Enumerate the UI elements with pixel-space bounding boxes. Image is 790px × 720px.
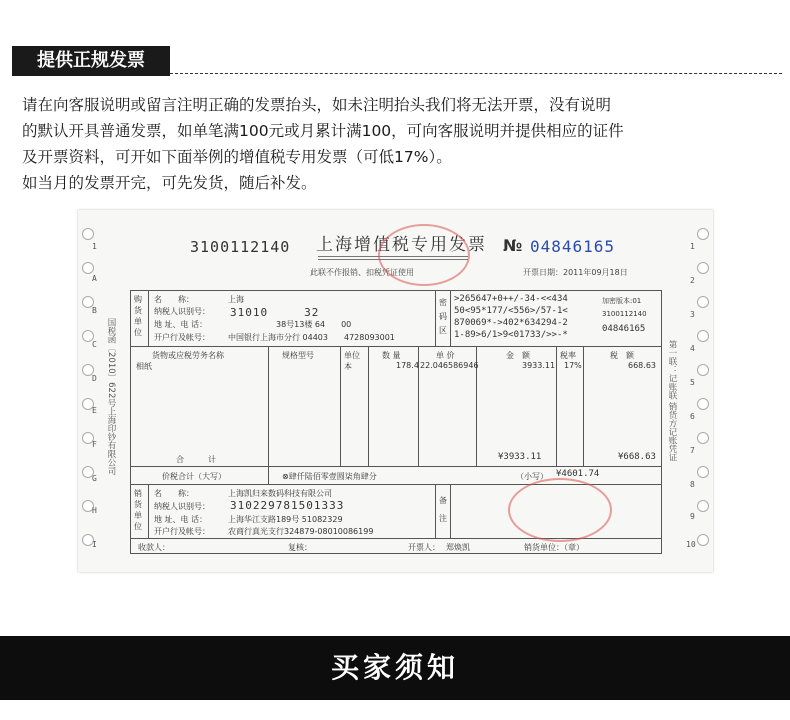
buyer-bank-label: 开户行及帐号：	[154, 333, 210, 342]
item-tax: 668.63	[628, 361, 656, 370]
issuer-label: 开票人：	[408, 543, 440, 552]
col-divider	[435, 290, 436, 346]
cipher-label: 密码区	[439, 298, 447, 335]
col-header-name: 货物或应税劳务名称	[152, 351, 224, 360]
col-header-spec: 规格型号	[282, 351, 314, 360]
seller-address-label: 地 址、电 话：	[154, 515, 208, 524]
margin-number: 4	[690, 344, 695, 353]
grand-total-words: ⊗肆仟陆佰零壹圆柒角肆分	[282, 472, 377, 481]
item-rate: 17%	[564, 361, 582, 370]
feed-hole	[697, 296, 709, 308]
feed-hole	[697, 500, 709, 512]
section-title: 提供正规发票	[12, 46, 170, 76]
cipher-number: 04846165	[602, 324, 646, 334]
buyer-bank: 中国银行上海市分行 04403 4728093001	[228, 333, 395, 342]
cipher-line: >265647+0++/-34-<<434	[454, 294, 568, 304]
seller-seal-label: 销货单位：（章）	[524, 543, 584, 552]
item-name: 相纸	[136, 362, 152, 371]
invoice-code: 3100112140	[190, 238, 291, 256]
cipher-code: 3100112140	[602, 310, 647, 318]
margin-letter: D	[92, 374, 97, 383]
buyer-tax-id: 31010 32	[230, 306, 320, 319]
col-divider	[340, 346, 341, 466]
col-header-rate: 税率	[560, 351, 576, 360]
feed-hole	[697, 364, 709, 376]
row-divider	[130, 346, 661, 347]
margin-letter: H	[92, 506, 97, 515]
company-seal-stamp	[508, 478, 612, 542]
margin-letter: 1	[92, 242, 97, 251]
cipher-line: 1-89>6/1>9<01733/>>-*	[454, 330, 568, 340]
col-divider	[268, 466, 269, 484]
payee-label: 收款人：	[138, 543, 170, 552]
col-header-tax: 税 额	[610, 351, 634, 360]
buyer-name: 上海	[228, 295, 244, 304]
col-header-qty: 数 量	[382, 351, 401, 360]
margin-letter: I	[92, 540, 97, 549]
col-divider	[556, 346, 557, 466]
item-qty: 178.4	[396, 361, 419, 370]
notice-line: 请在向客服说明或留言注明正确的发票抬头，如未注明抬头我们将无法开票，没有说明	[22, 96, 612, 114]
feed-hole	[697, 330, 709, 342]
feed-hole	[697, 432, 709, 444]
tax-seal-stamp	[378, 224, 470, 286]
row-divider	[130, 466, 661, 467]
col-divider	[148, 290, 149, 346]
remarks-label: 备注	[439, 496, 447, 523]
feed-hole	[697, 228, 709, 240]
feed-hole	[697, 398, 709, 410]
invoice-number: 04846165	[530, 237, 616, 256]
reviewer-label: 复核：	[288, 543, 312, 552]
feed-hole	[82, 228, 94, 240]
margin-number: 2	[690, 276, 695, 285]
feed-hole	[697, 534, 709, 546]
item-unit: 本	[344, 362, 352, 371]
feed-hole	[697, 262, 709, 274]
copy-note: 第一联：记账联 销货方记账凭证	[667, 340, 677, 462]
right-feed-holes	[693, 210, 713, 572]
seller-bank: 农商行真光支行324879-08010086199	[228, 527, 374, 536]
total-tax: ¥668.63	[618, 452, 656, 462]
cipher-line: 870069*->402*634294-2	[454, 318, 568, 328]
margin-number: 9	[690, 512, 695, 521]
margin-number: 5	[690, 378, 695, 387]
invoice-number-symbol: №	[503, 236, 523, 255]
item-price: 22.046586946	[420, 361, 479, 370]
seller-name-label: 名 称：	[154, 489, 194, 498]
buyer-section-label: 购货单位	[134, 295, 142, 337]
col-header-price: 单 价	[436, 351, 455, 360]
footer-title: 买家须知	[330, 651, 459, 684]
grand-total-small-label: （小写）	[516, 472, 548, 481]
margin-number: 1	[690, 242, 695, 251]
seller-address: 上海华江支路189号 51082329	[228, 515, 343, 524]
margin-letter: E	[92, 406, 97, 415]
section-divider	[170, 73, 782, 74]
margin-number: 7	[690, 446, 695, 455]
margin-letter: C	[92, 340, 97, 349]
col-divider	[268, 346, 269, 466]
feed-hole	[697, 466, 709, 478]
total-amount: ¥3933.11	[498, 452, 542, 462]
cipher-version: 加密版本:01	[602, 297, 642, 305]
item-amount: 3933.11	[522, 361, 556, 370]
col-divider	[450, 290, 451, 346]
seller-bank-label: 开户行及帐号：	[154, 527, 210, 536]
grand-total-label: 价税合计（大写）	[162, 472, 226, 481]
col-divider	[435, 484, 436, 538]
col-header-amount: 金 额	[506, 351, 530, 360]
buyer-address: 38号13楼 64 00	[228, 320, 352, 329]
col-divider	[148, 484, 149, 538]
buyer-name-label: 名 称：	[154, 295, 194, 304]
margin-number: 3	[690, 310, 695, 319]
invoice-date: 开票日期：2011年09月18日	[523, 268, 628, 277]
margin-number: 6	[690, 412, 695, 421]
col-divider	[450, 484, 451, 538]
col-header-unit: 单位	[344, 351, 360, 360]
printer-note: 国税函〔2010〕622号上海印钞有限公司	[106, 318, 116, 475]
col-divider	[583, 346, 584, 466]
seller-name: 上海凯归来数码科技有限公司	[228, 489, 332, 498]
col-divider	[368, 346, 369, 466]
invoice-image	[78, 210, 713, 572]
margin-letter: F	[92, 440, 97, 449]
cipher-line: 50<95*177/<556>/57-1<	[454, 306, 568, 316]
invoice-subtitle: 此联不作报销、扣税凭证使用	[310, 268, 414, 277]
margin-number: 10	[686, 540, 696, 549]
buyer-address-label: 地 址、电 话：	[154, 320, 208, 329]
seller-tax-id-label: 纳税人识别号：	[154, 502, 210, 511]
notice-text	[22, 92, 772, 196]
margin-letter: A	[92, 274, 97, 283]
grand-total-small-value: ¥4601.74	[556, 469, 600, 479]
margin-letter: G	[92, 474, 97, 483]
issuer-name: 郑焕凯	[446, 543, 470, 552]
left-feed-holes	[78, 210, 98, 572]
buyer-tax-id-label: 纳税人识别号：	[154, 307, 210, 316]
notice-line: 如当月的发票开完，可先发货，随后补发。	[22, 174, 317, 192]
seller-tax-id: 310229781501333	[230, 499, 345, 512]
notice-line: 的默认开具普通发票，如单笔满100元或月累计满100，可向客服说明并提供相应的证件	[22, 122, 624, 140]
seller-section-label: 销货单位	[134, 489, 142, 531]
feed-hole	[82, 262, 94, 274]
notice-line: 及开票资料，可开如下面举例的增值税专用发票（可低17%）。	[22, 148, 452, 166]
margin-letter: B	[92, 306, 97, 315]
invoice-title: 上海增值税专用发票	[316, 235, 487, 255]
margin-number: 8	[690, 480, 695, 489]
total-label: 合 计	[176, 455, 216, 464]
